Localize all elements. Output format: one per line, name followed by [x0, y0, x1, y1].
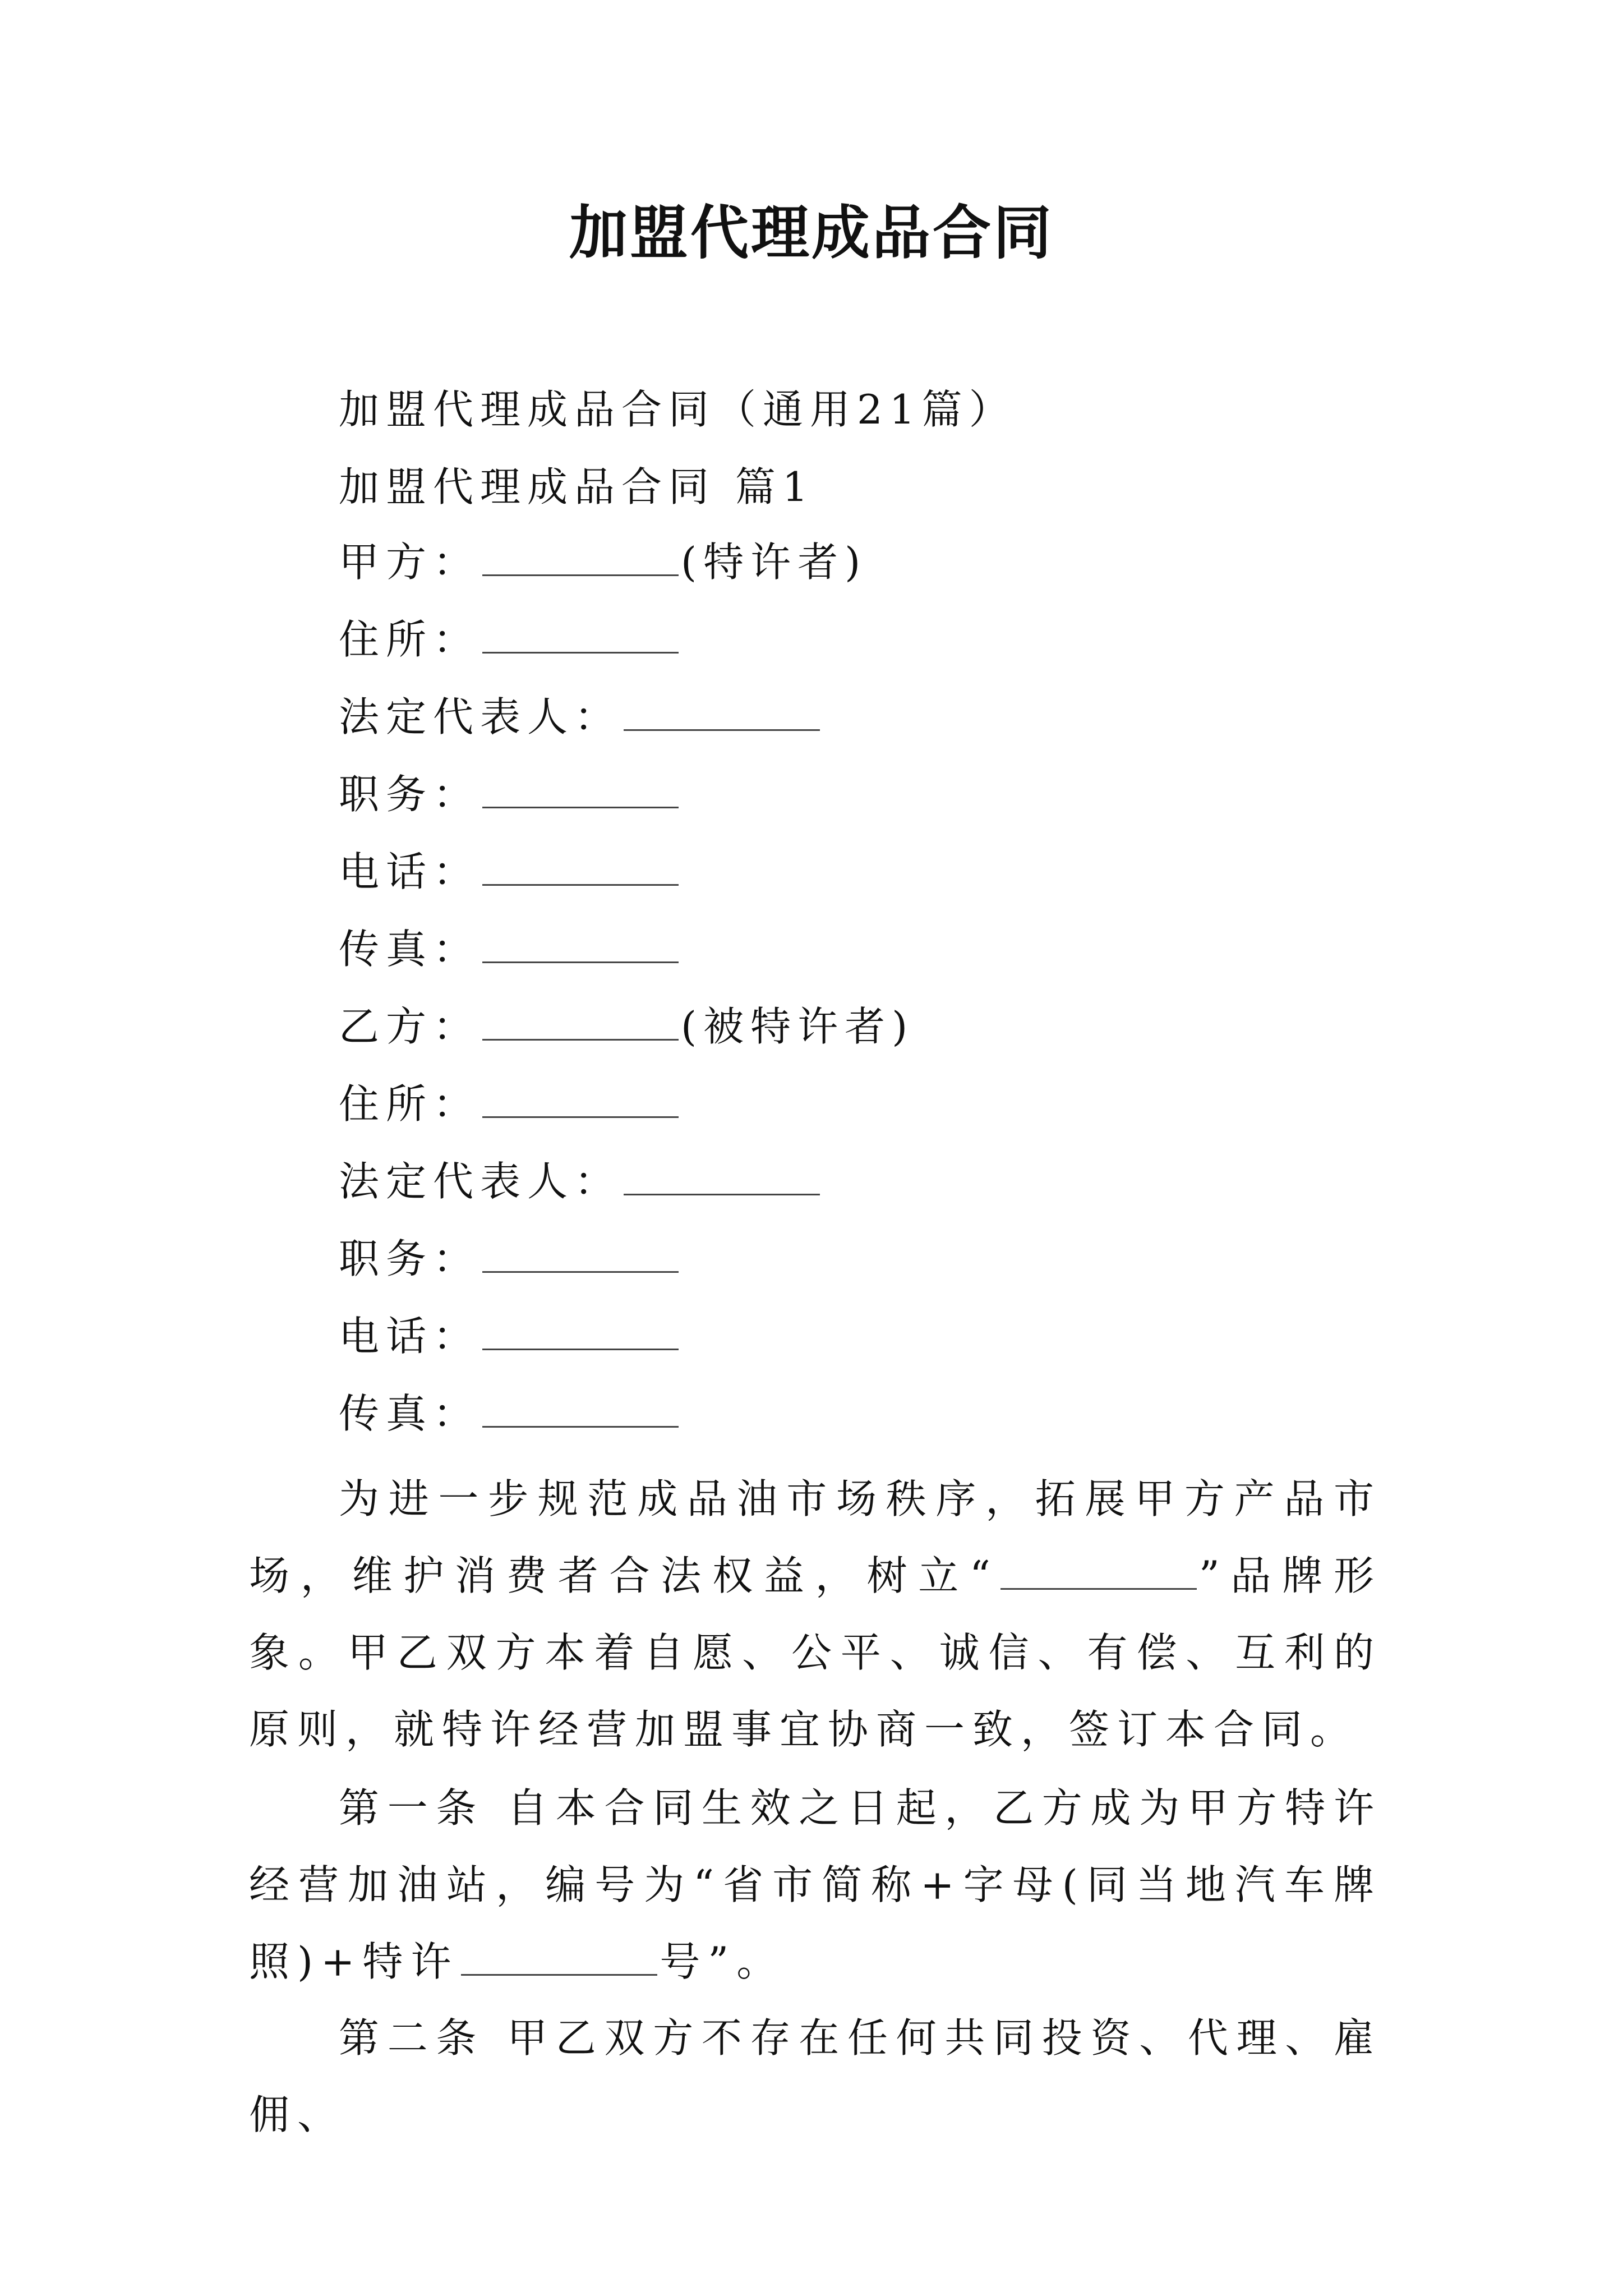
party-b-phone-blank[interactable] [482, 1315, 679, 1350]
document-title: 加盟代理成品合同 [569, 198, 1054, 267]
party-b-legal-rep-line [339, 1153, 822, 1209]
preamble-paragraph [249, 1461, 1382, 1768]
party-b-role: (被特许者) [681, 1003, 915, 1050]
party-a-role: (特许者) [681, 539, 868, 586]
party-b-line [339, 999, 914, 1055]
party-a-address-blank[interactable] [482, 618, 679, 654]
franchise-number-blank[interactable] [461, 1940, 657, 1976]
party-b-fax-line [339, 1386, 681, 1442]
preamble-text-2: ”品牌形象。甲乙双方本着自愿、公平、诚信、有偿、互利的原则，就特许经营加盟事宜协商一致，签订本合同。 [249, 1552, 1382, 1753]
party-b-fax-label: 传真： [339, 1390, 481, 1437]
preamble-text-1: 为进一步规范成品油市场秩序，拓展甲方产品市场，维护消费者合法权益，树立“ [249, 1475, 1382, 1599]
party-a-legal-rep-line [339, 689, 822, 745]
article-2-text: 甲乙双方不存在任何共同投资、代理、雇佣、 [249, 2014, 1382, 2138]
party-b-address-label: 住所： [339, 1080, 481, 1128]
article-1-paragraph [249, 1770, 1382, 2000]
party-b-name-blank[interactable] [482, 1005, 679, 1041]
party-b-label: 乙方： [339, 1003, 481, 1050]
party-a-position-blank[interactable] [482, 773, 679, 808]
party-b-legal-rep-label: 法定代表人： [339, 1158, 622, 1205]
party-a-phone-line [339, 844, 681, 900]
party-a-phone-blank[interactable] [482, 850, 679, 886]
party-a-label: 甲方： [339, 539, 481, 586]
party-a-fax-line [339, 921, 681, 977]
party-b-address-line [339, 1076, 681, 1132]
party-b-address-blank[interactable] [482, 1083, 679, 1118]
party-a-legal-rep-label: 法定代表人： [339, 693, 622, 740]
party-a-position-line [339, 766, 681, 822]
party-a-phone-label: 电话： [339, 848, 481, 895]
party-a-legal-rep-blank[interactable] [624, 696, 820, 731]
article-2-paragraph [249, 2000, 1382, 2154]
chapter-heading: 加盟代理成品合同 篇1 [339, 463, 815, 510]
party-a-address-line [339, 611, 681, 668]
article-1-text: 自本合同生效之日起，乙方成为甲方特许经营加油站，编号为“省市简称+字母(同当地汽车牌照)+特许 [249, 1784, 1382, 1985]
party-b-phone-label: 电话： [339, 1313, 481, 1360]
party-b-position-blank[interactable] [482, 1237, 679, 1273]
party-a-name-blank[interactable] [482, 541, 679, 576]
party-b-legal-rep-blank[interactable] [624, 1160, 820, 1195]
document-subtitle: 加盟代理成品合同（通用21篇） [339, 386, 1016, 433]
party-a-fax-blank[interactable] [482, 928, 679, 963]
brand-name-blank[interactable] [1000, 1554, 1197, 1590]
party-a-line [339, 534, 867, 590]
party-a-fax-label: 传真： [339, 926, 481, 973]
article-1-number: 第一条 [339, 1784, 485, 1832]
party-b-phone-line [339, 1308, 681, 1364]
article-2-number: 第二条 [339, 2014, 485, 2062]
party-a-address-label: 住所： [339, 616, 481, 663]
party-a-position-label: 职务： [339, 771, 481, 818]
article-1-tail: 号”。 [660, 1938, 785, 1985]
party-b-position-label: 职务： [339, 1235, 481, 1282]
party-b-position-line [339, 1231, 681, 1287]
party-b-fax-blank[interactable] [482, 1392, 679, 1428]
